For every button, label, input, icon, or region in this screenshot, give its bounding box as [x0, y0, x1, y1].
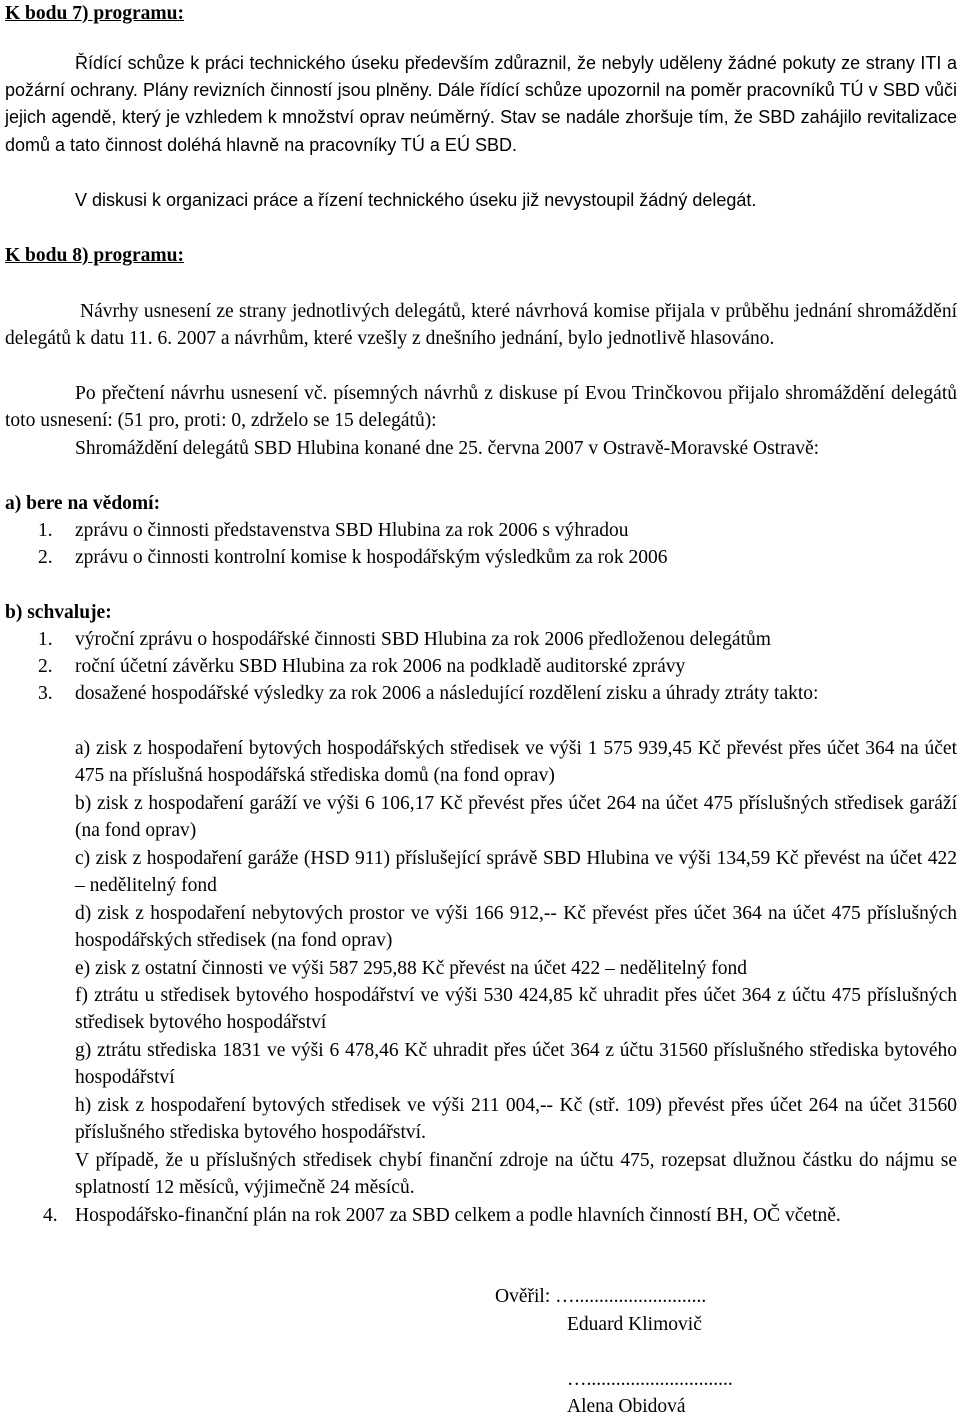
signatory-name-2: Alena Obidová	[567, 1396, 686, 1417]
b-item-text: Hospodářsko-finanční plán na rok 2007 za SBD celkem a podle hlavních činností BH, OČ včetně.	[75, 1205, 841, 1226]
b3-sub-item-a: a) zisk z hospodaření bytových hospodářských středisek ve výši 1 575 939,45 Kč převést přes účet 364 na účet 475 na příslušná hospodářská střediska domů (na fond oprav)	[75, 738, 957, 787]
b3-sub-item-h: h) zisk z hospodaření bytových středisek ve výši 211 004,-- Kč (stř. 109) převést přes účet 264 na účet 31560 příslušného střediska bytového hospodářství.	[75, 1095, 957, 1144]
b-item-text: roční účetní závěrku SBD Hlubina za rok 2006 na podkladě auditorské zprávy	[75, 656, 686, 677]
a-item-text: zprávu o činnosti kontrolní komise k hospodářským výsledkům za rok 2006	[75, 547, 668, 568]
section7-paragraph1: Řídící schůze k práci technického úseku především zdůraznil, že nebyly uděleny žádné pokuty ze strany ITI a požární ochrany. Plány revizních činností jsou plněny. Dále řídící schůze upozornil na poměr pracovníků TÚ v SBD vůči jejich agendě, který je vzhledem k množství oprav neúměrný. Stav se nadále zhoršuje tím, že SBD zahájilo revitalizace domů a tato činnost doléhá hlavně na pracovníky TÚ a EÚ SBD.	[5, 53, 957, 155]
section8-paragraph2: Po přečtení návrhu usnesení vč. písemných návrhů z diskuse pí Evou Trinčkovou přijalo shromáždění delegátů toto usnesení: (51 pro, proti: 0, zdrželo se 15 delegátů):	[5, 383, 957, 432]
b3-sub-item-g: g) ztrátu střediska 1831 ve výši 6 478,46 Kč uhradit přes účet 364 z účtu 31560 příslušného střediska bytového hospodářství	[75, 1040, 957, 1089]
b3-sub-item-c: c) zisk z hospodaření garáže (HSD 911) příslušející správě SBD Hlubina ve výši 134,59 Kč převést na účet 422 – nedělitelný fond	[75, 848, 957, 897]
signature-dots-2: …..............................	[567, 1369, 733, 1390]
section7-paragraph2: V diskusi k organizaci práce a řízení technického úseku již nevystoupil žádný delegát.	[75, 190, 757, 210]
signatory-name-1: Eduard Klimovič	[567, 1314, 702, 1335]
b3-sub-item-b: b) zisk z hospodaření garáží ve výši 6 106,17 Kč převést přes účet 264 na účet 475 příslušných středisek garáží (na fond oprav)	[75, 793, 957, 842]
a-item-text: zprávu o činnosti představenstva SBD Hlubina za rok 2006 s výhradou	[75, 520, 629, 541]
b-label: b) schvaluje:	[5, 602, 112, 623]
b3-sub-item-e: e) zisk z ostatní činnosti ve výši 587 295,88 Kč převést na účet 422 – nedělitelný fond	[75, 958, 748, 979]
a-item-number: 1.	[38, 520, 53, 541]
b3-note: V případě, že u příslušných středisek chybí finanční zdroje na účtu 475, rozepsat dlužnou částku do nájmu se splatností 12 měsíců, výjimečně 24 měsíců.	[75, 1150, 957, 1199]
b-item-number: 1.	[38, 629, 53, 650]
b-item-number: 3.	[38, 683, 53, 704]
b-item-text: dosažené hospodářské výsledky za rok 2006 a následující rozdělení zisku a úhrady ztráty takto:	[75, 683, 819, 704]
section8-paragraph1: Návrhy usnesení ze strany jednotlivých delegátů, které návrhová komise přijala v průběhu jednání shromáždění delegátů k datu 11. 6. 2007 a návrhům, které vzešly z dnešního jednání, bylo jednotlivě hlasováno.	[5, 301, 957, 350]
section7-heading: K bodu 7) programu:	[5, 3, 184, 24]
section8-heading: K bodu 8) programu:	[5, 245, 184, 266]
section8-paragraph3: Shromáždění delegátů SBD Hlubina konané dne 25. června 2007 v Ostravě-Moravské Ostravě:	[75, 438, 820, 459]
b-item-text: výroční zprávu o hospodářské činnosti SBD Hlubina za rok 2006 předloženou delegátům	[75, 629, 771, 650]
b3-sub-item-f: f) ztrátu u středisek bytového hospodářství ve výši 530 424,85 kč uhradit přes účet 364 z účtu 475 příslušných středisek bytového hospodářství	[75, 985, 957, 1034]
verified-by-label: Ověřil: …...........................	[495, 1286, 707, 1307]
a-label: a) bere na vědomí:	[5, 493, 161, 514]
b-item-number: 2.	[38, 656, 53, 677]
b3-sub-item-d: d) zisk z hospodaření nebytových prostor ve výši 166 912,-- Kč převést přes účet 364 na účet 475 příslušných hospodářských středisek (na fond oprav)	[75, 903, 957, 952]
b-item-number: 4.	[43, 1205, 58, 1226]
a-item-number: 2.	[38, 547, 53, 568]
